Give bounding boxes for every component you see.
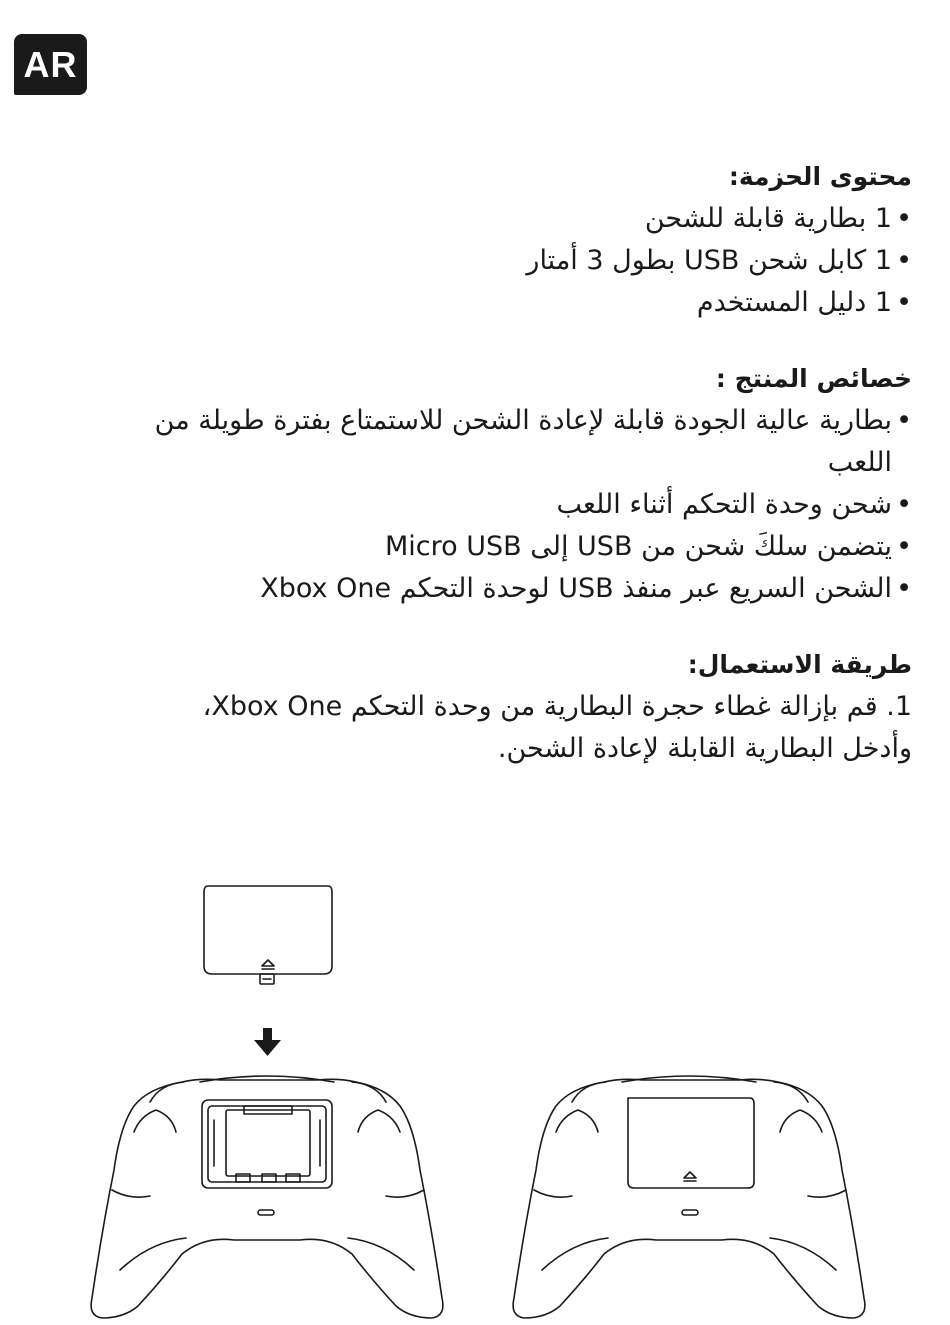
controller-closed-cover-icon	[513, 1076, 865, 1318]
usage-heading: طريقة الاستعمال:	[687, 650, 912, 679]
language-badge: AR	[14, 34, 87, 95]
controller-open-compartment-icon	[91, 1076, 443, 1318]
list-item: • يتضمن سلكَ شحن من USB إلى Micro USB	[152, 526, 912, 568]
list-item: • بطارية عالية الجودة قابلة لإعادة الشحن للاستمتاع بفترة طويلة من اللعب	[152, 400, 912, 484]
list-item: • 1 بطارية قابلة للشحن	[152, 198, 912, 240]
usage-step-1: 1. قم بإزالة غطاء حجرة البطارية من وحدة التحكم Xbox One، وأدخل البطارية القابلة لإعادة الشحن.	[202, 691, 912, 764]
package-contents-heading: محتوى الحزمة:	[728, 162, 912, 191]
list-item: • الشحن السريع عبر منفذ USB لوحدة التحكم Xbox One	[152, 568, 912, 610]
package-contents-list	[152, 198, 912, 324]
usage-section	[152, 648, 912, 770]
features-heading: خصائص المنتج :	[715, 364, 912, 393]
list-item: • شحن وحدة التحكم أثناء اللعب	[152, 484, 912, 526]
installation-figure	[0, 870, 950, 1325]
list-item: • 1 دليل المستخدم	[152, 282, 912, 324]
down-arrow-icon	[254, 1028, 281, 1056]
package-contents-section	[152, 160, 912, 324]
features-list	[152, 400, 912, 610]
battery-pack-icon	[204, 886, 332, 984]
manual-content	[152, 160, 912, 808]
list-item: • 1 كابل شحن USB بطول 3 أمتار	[152, 240, 912, 282]
features-section	[152, 362, 912, 610]
